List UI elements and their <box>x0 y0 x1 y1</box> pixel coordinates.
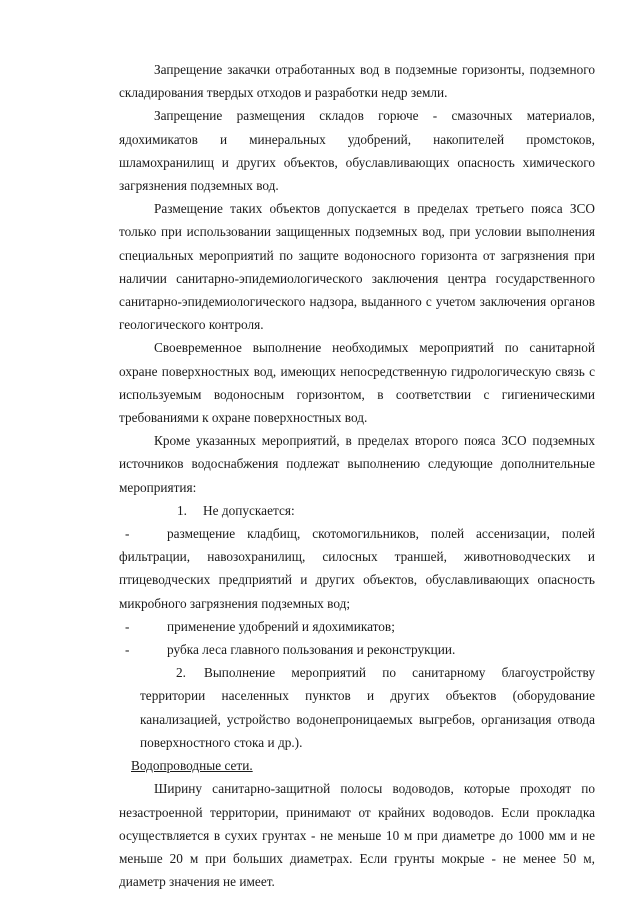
dash-bullet: - <box>125 526 130 542</box>
heading-text: Водопроводные сети. <box>131 758 253 774</box>
dash-list-item <box>119 522 595 615</box>
document-body <box>119 58 595 893</box>
list-number: 1. <box>177 502 187 518</box>
list-item-text: Выполнение мероприятий по санитарному благоустройству территории населенных пунктов и других объектов (оборудование канализацией, устройство водонепроницаемых выгребов, организация отвода поверхностного стока и др.). <box>140 665 595 750</box>
paragraph-storage-ban: Запрещение размещения складов горюче - смазочных материалов, ядохимикатов и минеральных удобрений, накопителей промстоков, шламохранилищ и других объектов, обуславливающих опасность химического загрязнения подземных вод. <box>119 108 595 194</box>
list-number: 2. <box>176 665 186 681</box>
dash-item-text: применение удобрений и ядохимикатов; <box>167 618 395 634</box>
section-heading <box>119 754 595 777</box>
dash-list-item <box>119 638 595 661</box>
paragraph-water-pipes: Ширину санитарно-защитной полосы водоводов, которые проходят по незастроенной территории, принимают от крайних водоводов. Если прокладка осуществляется в сухих грунтах - не меньше 10 м при диаметре до 1000 мм и не меньше 20 м при больших диаметрах. Если грунты мокрые - не менее 50 м, диаметр значения не имеет. <box>119 781 595 890</box>
paragraph-surface-water-protection: Своевременное выполнение необходимых мероприятий по санитарной охране поверхностных вод, имеющих непосредственную гидрологическую связь с используемым водоносным горизонтом, в соответствии с гигиеническими требованиями к охране поверхностных вод. <box>119 340 595 426</box>
dash-item-text: рубка леса главного пользования и реконструкции. <box>167 642 456 658</box>
dash-bullet: - <box>125 642 130 658</box>
paragraph-placement-conditions: Размещение таких объектов допускается в пределах третьего пояса ЗСО только при использовании защищенных подземных вод, при условии выполнения специальных мероприятий по защите водоносного горизонта от загрязнения при наличии санитарно-эпидемиологического заключения центра государственного санитарно-эпидемиологического надзора, выданного с учетом заключения органов геологического контроля. <box>119 201 595 333</box>
numbered-item-2 <box>119 661 595 754</box>
dash-item-text: размещение кладбищ, скотомогильников, полей ассенизации, полей фильтрации, навозохранилищ, силосных траншей, животноводческих и птицеводческих предприятий и других объектов, обуславливающих опасность микробного загрязнения подземных вод; <box>119 526 595 611</box>
list-label: Не допускается: <box>203 502 295 518</box>
dash-bullet: - <box>125 618 130 634</box>
paragraph-injection-ban: Запрещение закачки отработанных вод в подземные горизонты, подземного складирования твердых отходов и разработки недр земли. <box>119 62 595 101</box>
paragraph-additional-measures: Кроме указанных мероприятий, в пределах второго пояса ЗСО подземных источников водоснабжения подлежат выполнению следующие дополнительные мероприятия: <box>119 433 595 495</box>
numbered-item-1 <box>119 499 595 522</box>
dash-list-item <box>119 615 595 638</box>
